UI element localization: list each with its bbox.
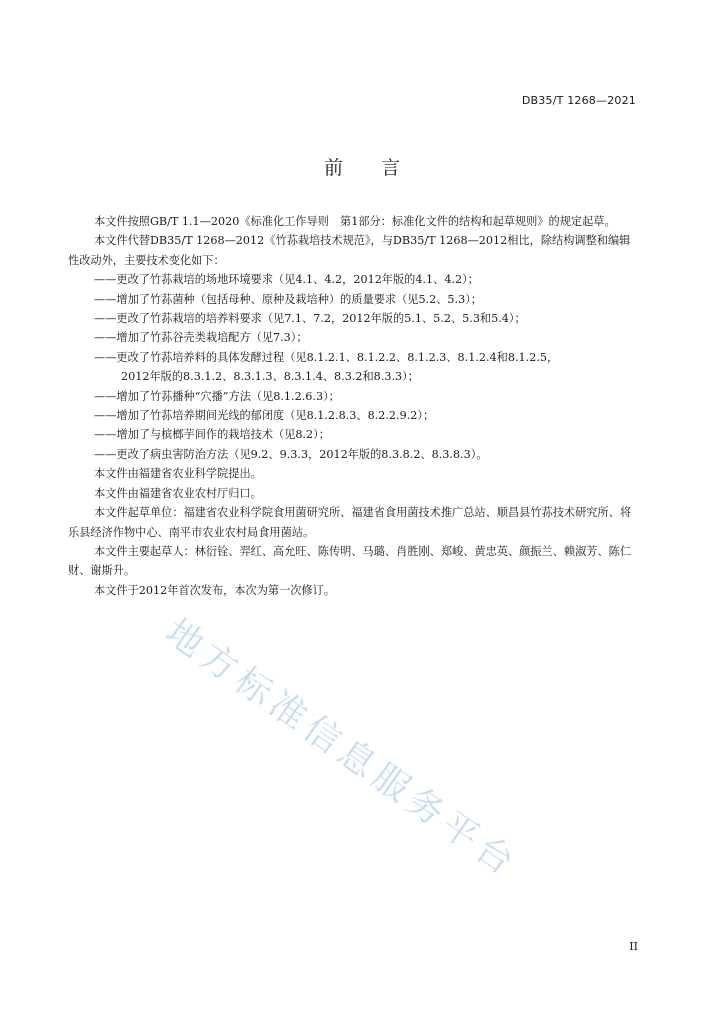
change-item: ——增加了竹荪培养期间光线的郁闭度（见8.1.2.8.3、8.2.2.9.2）；	[94, 409, 435, 423]
document-code: DB35/T 1268—2021	[521, 94, 636, 107]
change-item: ——增加了竹荪谷壳类栽培配方（见7.3）；	[94, 331, 308, 345]
change-item: ——更改了竹荪培养料的具体发酵过程（见8.1.2.1、8.1.2.2、8.1.2.3、8.1.2.4和8.1.2.5，	[94, 350, 559, 364]
foreword-body	[68, 212, 640, 600]
title-char-2: 言	[381, 157, 401, 179]
page-title	[0, 153, 724, 180]
paragraph-replacement: 本文件代替DB35/T 1268—2012《竹荪栽培技术规范》，与DB35/T 1268—2012相比，除结构调整和编辑性改动外，主要技术变化如下：	[68, 234, 631, 267]
watermark: 地方标准信息服务平台	[157, 611, 526, 887]
page-number: II	[629, 940, 638, 953]
change-item: ——更改了病虫害防治方法（见9.2、9.3.3，2012年版的8.3.8.2、8.3.8.3）。	[94, 447, 488, 461]
change-item-continuation: 2012年版的8.3.1.2、8.3.1.3、8.3.1.4、8.3.2和8.3.3）；	[121, 370, 419, 384]
paragraph-administrator: 本文件由福建省农业农村厅归口。	[94, 486, 262, 500]
paragraph-drafting-units: 本文件起草单位：福建省农业科学院食用菌研究所、福建省食用菌技术推广总站、顺昌县竹荪技术研究所、将乐县经济作物中心、南平市农业农村局食用菌站。	[68, 506, 632, 539]
paragraph-history: 本文件于2012年首次发布，本次为第一次修订。	[94, 583, 336, 597]
paragraph-proposer: 本文件由福建省农业科学院提出。	[94, 467, 262, 481]
paragraph-drafters: 本文件主要起草人：林衍铨、羿红、高允旺、陈传明、马璐、肖胜刚、郑峻、黄忠英、颜振兰、赖淑芳、陈仁财、谢斯升。	[68, 544, 632, 578]
change-item: ——增加了竹荪菌种（包括母种、原种及栽培种）的质量要求（见5.2、5.3）；	[94, 292, 482, 306]
change-item: ——增加了竹荪播种“穴播”方法（见8.1.2.6.3）；	[94, 389, 340, 403]
paragraph-drafting-basis: 本文件按照GB/T 1.1—2020《标准化工作导则 第1部分：标准化文件的结构和起草规则》的规定起草。	[94, 215, 616, 228]
change-item: ——更改了竹荪栽培的培养料要求（见7.1、7.2，2012年版的5.1、5.2、5.3和5.4）；	[94, 312, 526, 326]
change-item: ——更改了竹荪栽培的场地环境要求（见4.1、4.2，2012年版的4.1、4.2）；	[94, 273, 479, 287]
change-item: ——增加了与槟榔芋间作的栽培技术（见8.2）；	[94, 428, 330, 442]
title-char-1: 前	[323, 157, 343, 179]
